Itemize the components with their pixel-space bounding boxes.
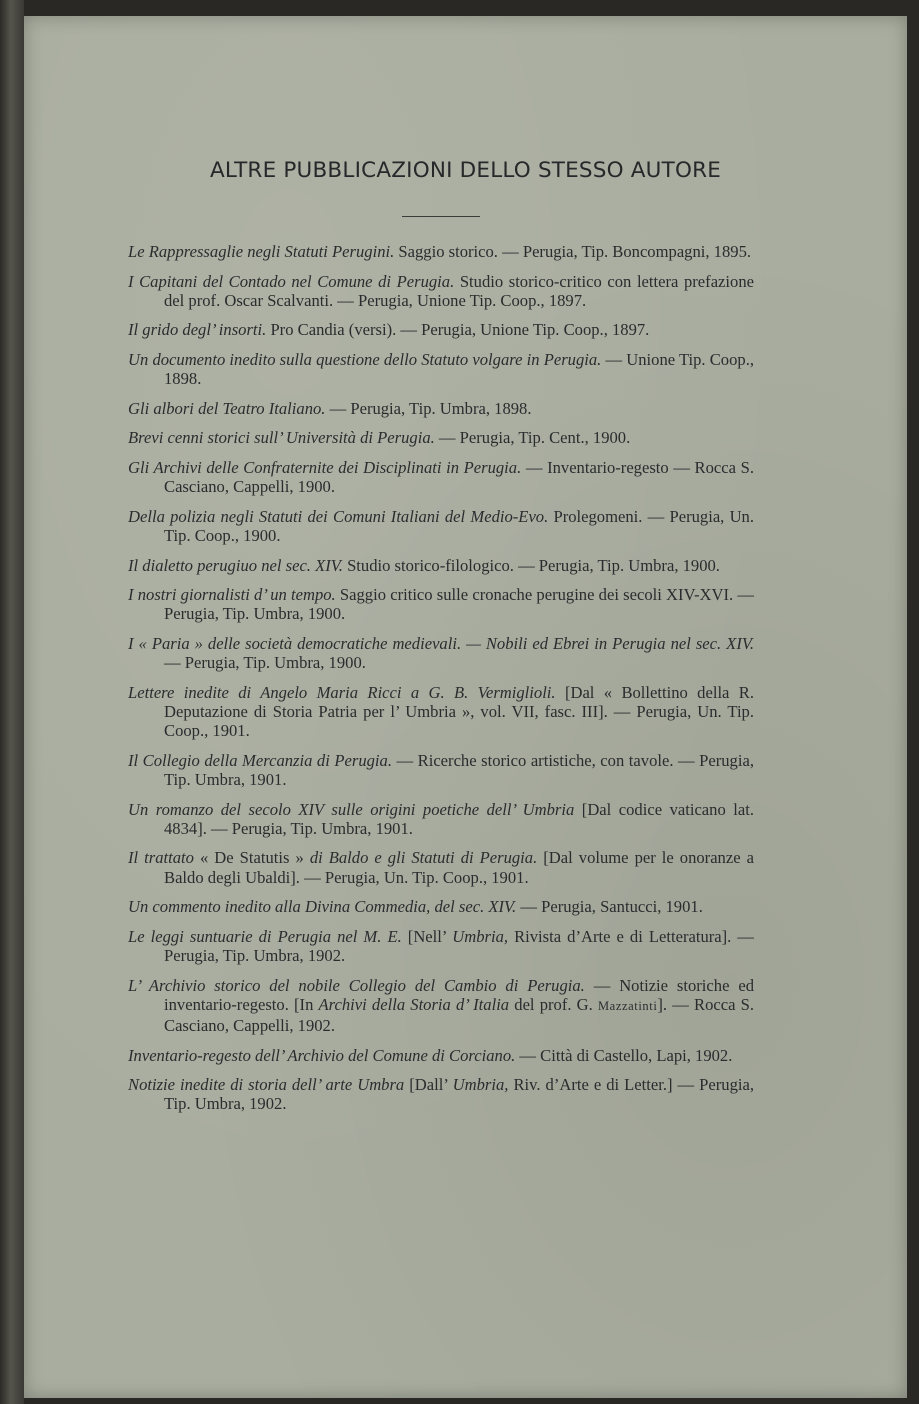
publication-list [128,242,754,1124]
list-item: Lettere inedite di Angelo Maria Ricci a G. B. Vermiglioli. [Dal « Bollettino della R. Deputazione di Storia Patria per l’ Umbria », vol. VII, fasc. III]. — Perugia, Un. Tip. Coop., 1901. [128,682,754,741]
list-item: Il grido degl’ insorti. Pro Candia (versi). — Perugia, Unione Tip. Coop., 1897. [128,320,650,340]
page-title: ALTRE PUBBLICAZIONI DELLO STESSO AUTORE [209,158,722,183]
list-item: Il trattato « De Statutis » di Baldo e gli Statuti di Perugia. [Dal volume per le onoranze a Baldo degli Ubaldi]. — Perugia, Un. Tip. Coop., 1901. [128,848,754,887]
page [24,16,907,1398]
list-item: I nostri giornalisti d’ un tempo. Saggio critico sulle cronache perugine dei secoli XIV-XVI. — Perugia, Tip. Umbra, 1900. [128,585,754,624]
list-item: Il dialetto perugiuo nel sec. XIV. Studio storico-filologico. — Perugia, Tip. Umbra, 1900. [128,555,720,575]
list-item: Le Rappressaglie negli Statuti Perugini. Saggio storico. — Perugia, Tip. Boncompagni, 1895. [128,242,752,261]
list-item: I Capitani del Contado nel Comune di Perugia. Studio storico-critico con lettera prefazione del prof. Oscar Scalvanti. — Perugia, Unione Tip. Coop., 1897. [128,271,754,310]
list-item: Gli Archivi delle Confraternite dei Disciplinati in Perugia. — Inventario-regesto — Rocca S. Casciano, Cappelli, 1900. [128,457,755,497]
list-item: Gli albori del Teatro Italiano. — Perugia, Tip. Umbra, 1898. [128,398,532,418]
book-spine [0,0,24,1404]
list-item: Un commento inedito alla Divina Commedia, del sec. XIV. — Perugia, Santucci, 1901. [128,897,703,917]
list-item: Un romanzo del secolo XIV sulle origini poetiche dell’ Umbria [Dal codice vaticano lat. 4834]. — Perugia, Tip. Umbra, 1901. [128,799,754,838]
list-item: Inventario-regesto dell’ Archivio del Comune di Corciano. — Città di Castello, Lapi, 1902. [128,1045,733,1065]
list-item: Notizie inedite di storia dell’ arte Umbra [Dall’ Umbria, Riv. d’Arte e di Letter.] — Perugia, Tip. Umbra, 1902. [128,1075,755,1114]
list-item: Un documento inedito sulla questione dello Statuto volgare in Perugia. — Unione Tip. Coop., 1898. [128,349,754,389]
list-item: Brevi cenni storici sull’ Università di Perugia. — Perugia, Tip. Cent., 1900. [128,428,631,448]
list-item: Il Collegio della Mercanzia di Perugia. — Ricerche storico artistiche, con tavole. — Perugia, Tip. Umbra, 1901. [128,750,754,789]
title-rule [402,216,480,217]
list-item: Della polizia negli Statuti dei Comuni Italiani del Medio-Evo. Prolegomeni. — Perugia, Un. Tip. Coop., 1900. [128,506,754,545]
list-item: L’ Archivio storico del nobile Collegio del Cambio di Perugia. — Notizie storiche ed inventario-regesto. [In Archivi della Storia d’ Italia del prof. G. Mazzatinti]. — Rocca S. Casciano, Cappelli, 1902. [128,975,754,1035]
list-item: I « Paria » delle società democratiche medievali. — Nobili ed Ebrei in Perugia nel sec. XIV. — Perugia, Tip. Umbra, 1900. [128,633,754,673]
list-item: Le leggi suntuarie di Perugia nel M. E. [Nell’ Umbria, Rivista d’Arte e di Letteratura]. — Perugia, Tip. Umbra, 1902. [128,926,754,965]
